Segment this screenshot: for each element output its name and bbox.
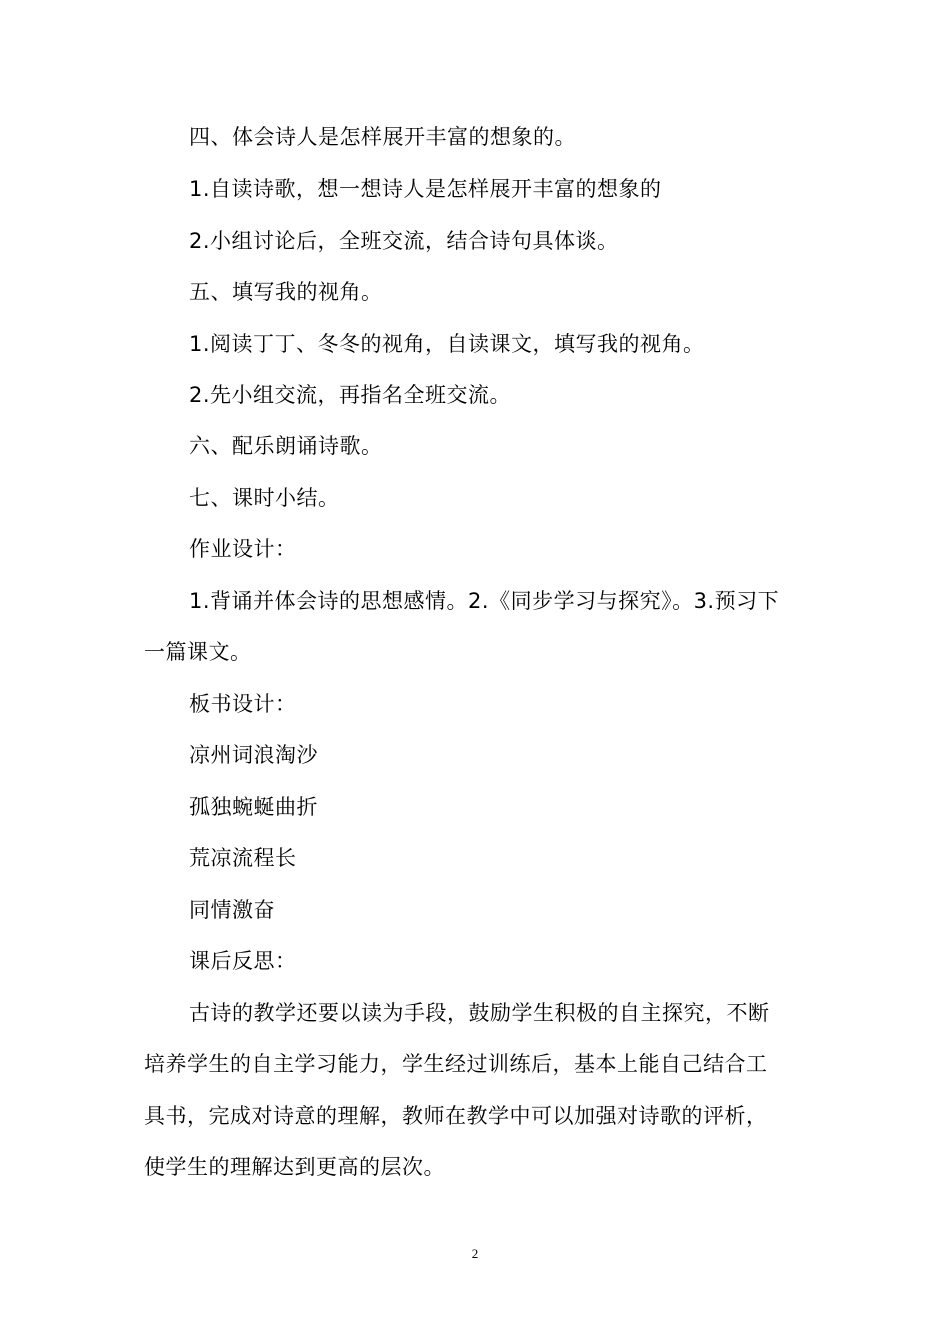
board-design-line: 同情激奋 <box>189 898 275 922</box>
paragraph-line: 1.阅读丁丁、冬冬的视角，自读课文，填写我的视角。 <box>189 332 705 356</box>
section-heading-4: 四、体会诗人是怎样展开丰富的想象的。 <box>189 125 576 149</box>
section-heading-6: 六、配乐朗诵诗歌。 <box>189 434 383 458</box>
paragraph-line: 古诗的教学还要以读为手段，鼓励学生积极的自主探究，不断 <box>189 1001 770 1025</box>
paragraph-line: 1.自读诗歌，想一想诗人是怎样展开丰富的想象的 <box>189 177 662 201</box>
homework-heading: 作业设计： <box>189 537 297 561</box>
section-heading-5: 五、填写我的视角。 <box>189 280 383 304</box>
paragraph-line: 培养学生的自主学习能力，学生经过训练后，基本上能自己结合工 <box>144 1052 768 1076</box>
paragraph-line: 具书，完成对诗意的理解，教师在教学中可以加强对诗歌的评析， <box>144 1104 768 1128</box>
paragraph-line: 使学生的理解达到更高的层次。 <box>144 1155 445 1179</box>
board-design-heading: 板书设计： <box>189 692 297 716</box>
paragraph-line: 2.先小组交流，再指名全班交流。 <box>189 383 512 407</box>
paragraph-line: 2.小组讨论后，全班交流，结合诗句具体谈。 <box>189 229 619 253</box>
paragraph-line: 一篇课文。 <box>144 640 252 664</box>
board-design-line: 荒凉流程长 <box>189 846 297 870</box>
page-number: 2 <box>471 1246 479 1261</box>
reflection-heading: 课后反思： <box>189 949 297 973</box>
board-design-line: 孤独蜿蜒曲折 <box>189 795 318 819</box>
section-heading-7: 七、课时小结。 <box>189 486 340 510</box>
board-design-line: 凉州词浪淘沙 <box>189 743 318 767</box>
paragraph-line: 1.背诵并体会诗的思想感情。2.《同步学习与探究》。3.预习下 <box>189 589 780 613</box>
